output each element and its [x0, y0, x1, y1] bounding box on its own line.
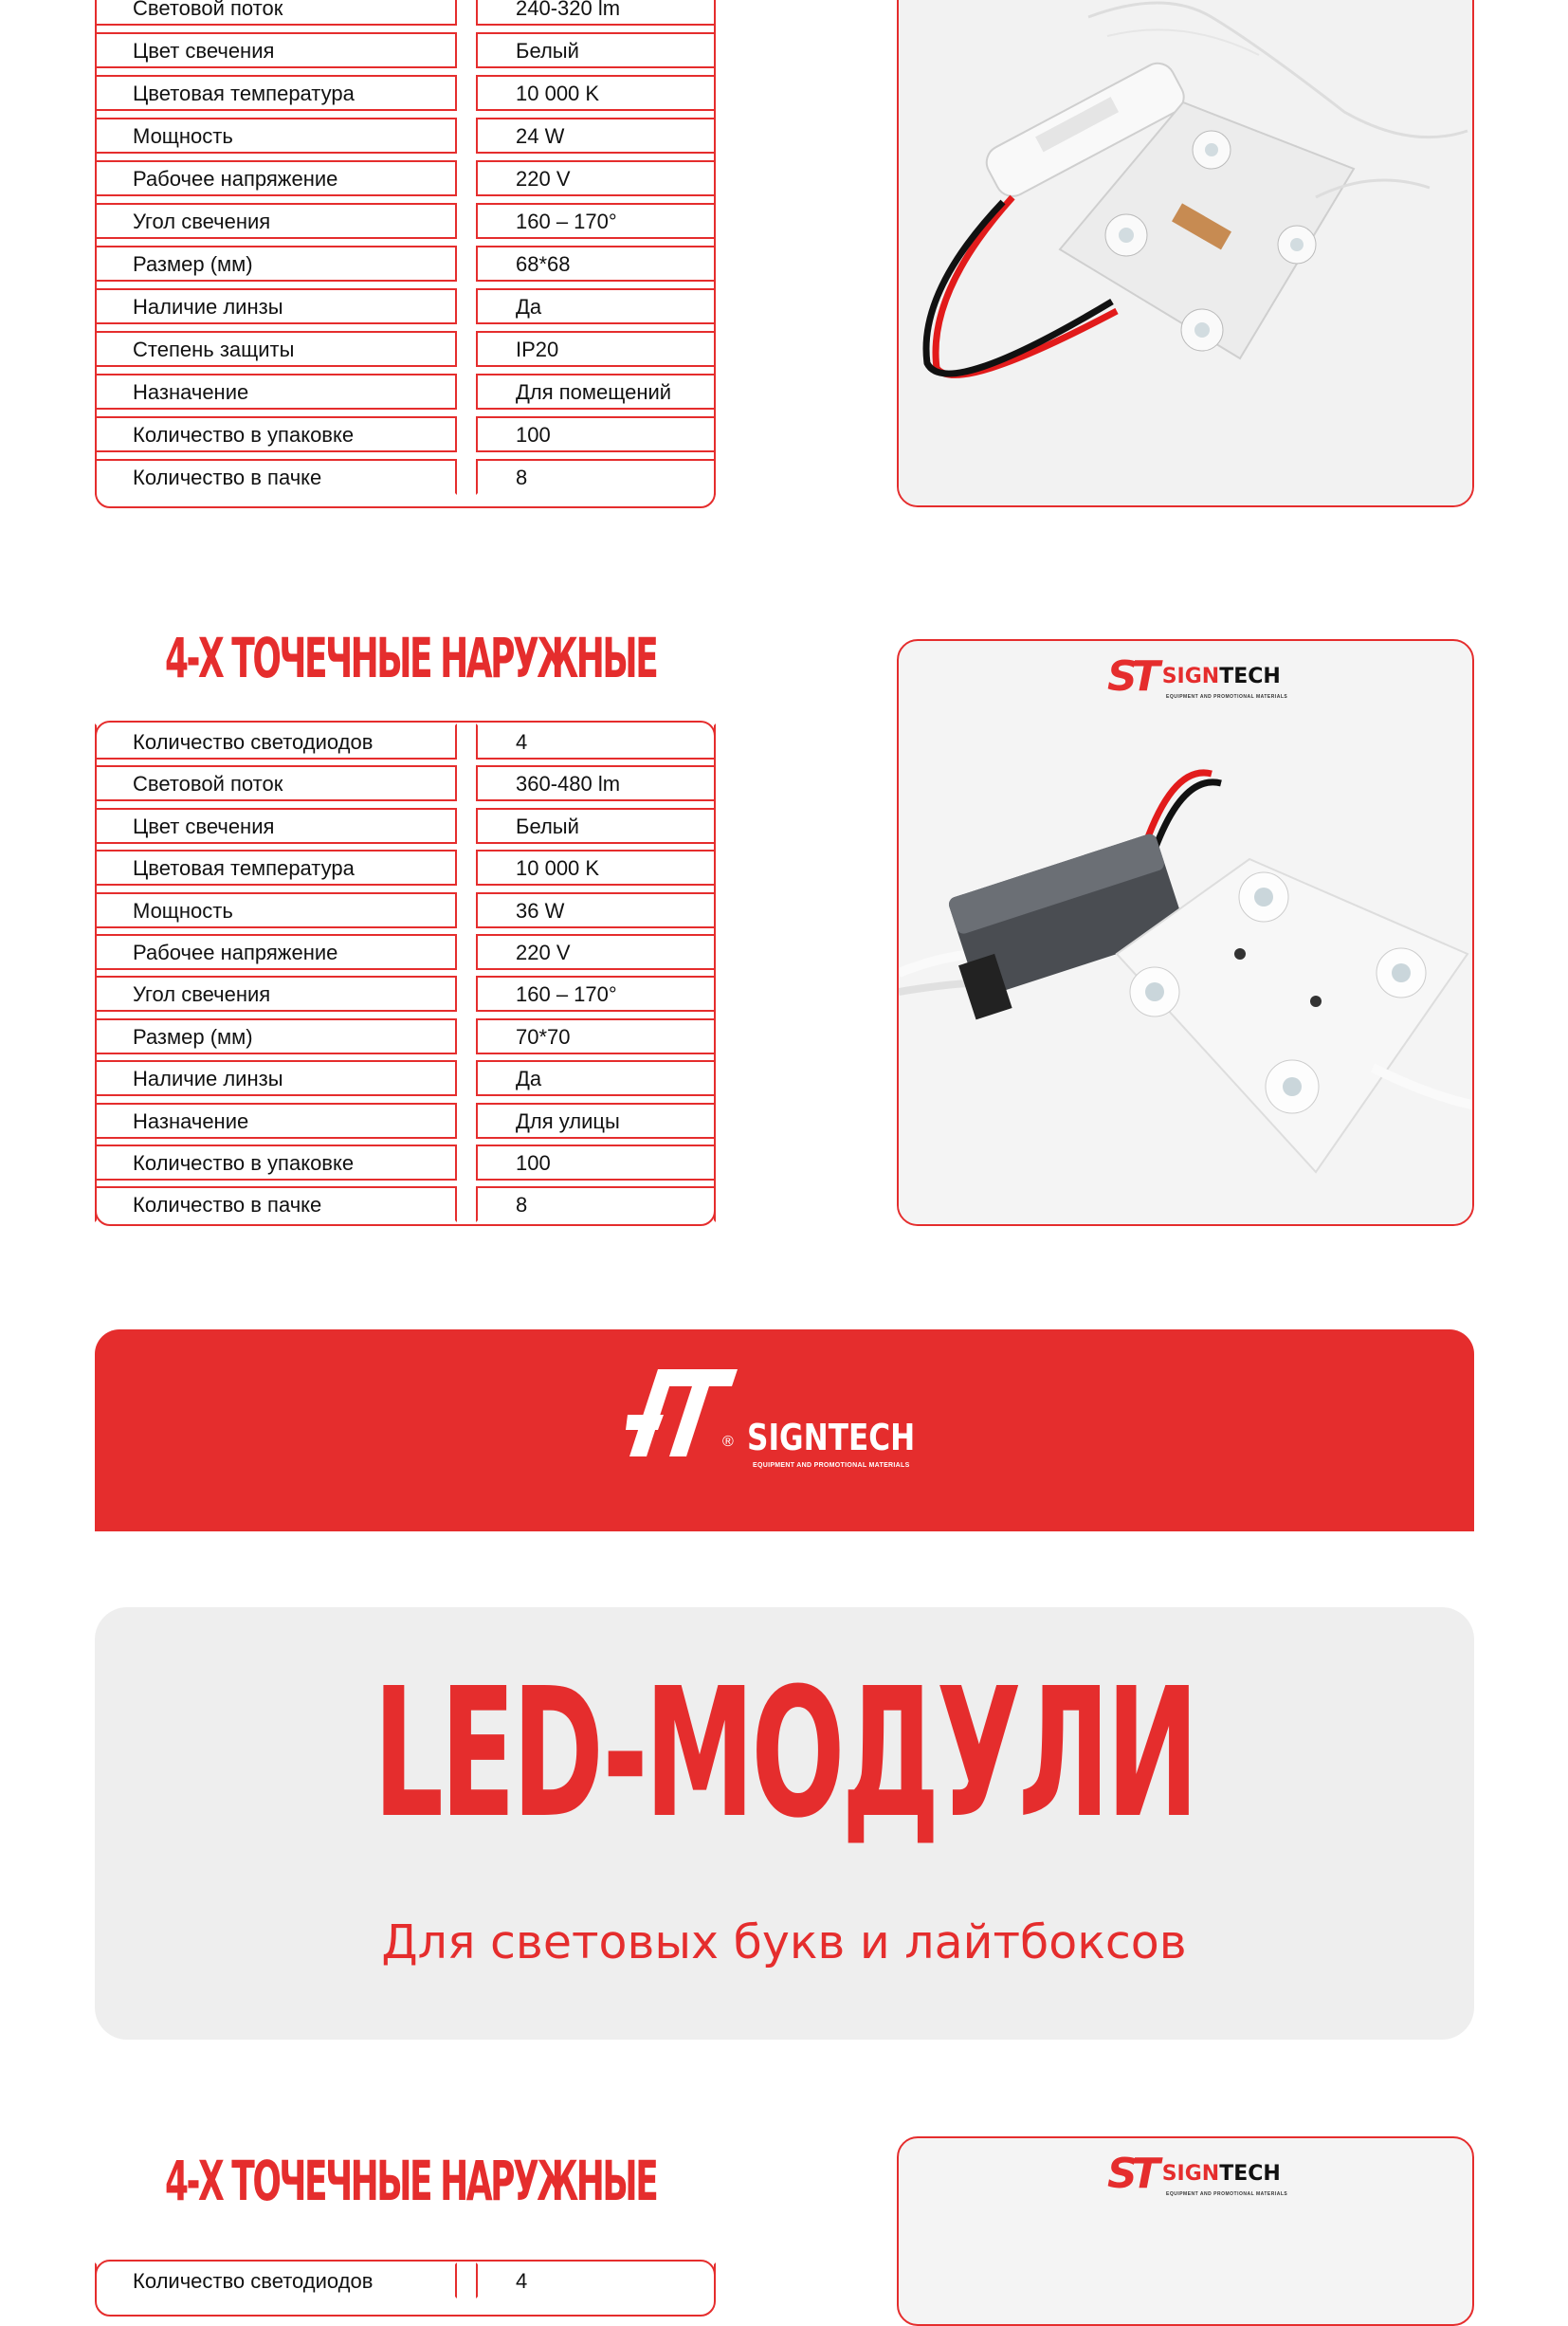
spec-label: Количество светодиодов	[95, 2262, 457, 2299]
spec-label: Назначение	[95, 1103, 457, 1139]
spec-label: Количество в пачке	[95, 1186, 457, 1222]
spec-label: Угол свечения	[95, 203, 457, 239]
power-supply-photo	[899, 641, 1474, 1226]
spec-row	[95, 243, 716, 285]
spec-row	[95, 805, 716, 848]
spec-label: Наличие линзы	[95, 288, 457, 324]
spec-label: Мощность	[95, 892, 457, 928]
spec-row	[95, 721, 716, 763]
brand-wordmark: SIGNTECH	[1161, 2162, 1281, 2186]
spec-label: Цвет свечения	[95, 32, 457, 68]
banner-tagline: EQUIPMENT AND PROMOTIONAL MATERIALS	[753, 1462, 910, 1469]
led-module-photo	[899, 0, 1474, 507]
spec-label: Назначение	[95, 374, 457, 410]
spec-value: 70*70	[476, 1018, 716, 1054]
signtech-logo-mark: ST	[1107, 2150, 1155, 2198]
spec-label: Угол свечения	[95, 976, 457, 1012]
spec-label: Количество в упаковке	[95, 1145, 457, 1181]
spec-label: Мощность	[95, 118, 457, 154]
spec-label: Наличие линзы	[95, 1060, 457, 1096]
spec-value: Да	[476, 1060, 716, 1096]
spec-value: Белый	[476, 32, 716, 68]
brand-tagline: EQUIPMENT AND PROMOTIONAL MATERIALS	[1166, 694, 1288, 700]
spec-value: 8	[476, 1186, 716, 1222]
spec-value: 24 W	[476, 118, 716, 154]
brand-wordmark: SIGNTECH	[1161, 665, 1281, 688]
spec-row	[95, 762, 716, 805]
spec-label: Количество в пачке	[95, 459, 457, 495]
brand-banner	[95, 1329, 1474, 1531]
spec-row	[95, 115, 716, 157]
spec-label: Рабочее напряжение	[95, 160, 457, 196]
spec-label: Световой поток	[95, 0, 457, 26]
spec-row	[95, 0, 716, 29]
spec-row	[95, 1183, 716, 1226]
banner-wordmark: SIGNTECH	[747, 1417, 916, 1458]
product-photo-indoor-module	[897, 0, 1474, 507]
spec-value: 10 000 K	[476, 75, 716, 111]
spec-row	[95, 1142, 716, 1184]
product-photo-outdoor-module	[897, 639, 1474, 1226]
spec-value: 100	[476, 1145, 716, 1181]
spec-value: 240-320 lm	[476, 0, 716, 26]
spec-value: 68*68	[476, 246, 716, 282]
spec-label: Световой поток	[95, 765, 457, 801]
spec-value: 8	[476, 459, 716, 495]
spec-table-top	[95, 0, 716, 508]
spec-label: Цветовая температура	[95, 75, 457, 111]
signtech-logo-mark: ST	[1107, 652, 1155, 701]
spec-label: Цветовая температура	[95, 850, 457, 886]
spec-label: Количество светодиодов	[95, 723, 457, 760]
spec-row	[95, 72, 716, 115]
spec-label: Размер (мм)	[95, 246, 457, 282]
spec-row	[95, 328, 716, 371]
spec-value: 220 V	[476, 160, 716, 196]
banner-registered-mark: ®	[722, 1434, 734, 1450]
spec-value: 36 W	[476, 892, 716, 928]
spec-value: 100	[476, 416, 716, 452]
spec-row	[95, 847, 716, 889]
spec-row	[95, 413, 716, 456]
spec-row	[95, 456, 716, 499]
spec-value: Да	[476, 288, 716, 324]
spec-table-outdoor	[95, 721, 716, 1226]
spec-row	[95, 931, 716, 974]
hero-subtitle: Для световых букв и лайтбоксов	[381, 1915, 1187, 1969]
spec-value: IP20	[476, 331, 716, 367]
spec-row	[95, 973, 716, 1016]
spec-label: Количество в упаковке	[95, 416, 457, 452]
spec-value: Для помещений	[476, 374, 716, 410]
spec-table-outdoor-2	[95, 2260, 716, 2317]
spec-row	[95, 157, 716, 200]
spec-row	[95, 200, 716, 243]
spec-label: Степень защиты	[95, 331, 457, 367]
spec-label: Размер (мм)	[95, 1018, 457, 1054]
product-photo-outdoor-module-2	[897, 2136, 1474, 2326]
spec-row	[95, 2260, 716, 2302]
spec-row	[95, 285, 716, 328]
spec-row	[95, 1057, 716, 1100]
spec-value: 4	[476, 2262, 716, 2299]
spec-label: Рабочее напряжение	[95, 934, 457, 970]
spec-value: Для улицы	[476, 1103, 716, 1139]
spec-value: 4	[476, 723, 716, 760]
spec-row	[95, 1100, 716, 1143]
spec-row	[95, 889, 716, 932]
section-title-outdoor: 4-Х ТОЧЕЧНЫЕ НАРУЖНЫЕ	[165, 626, 657, 690]
spec-row	[95, 1016, 716, 1058]
brand-logo	[1107, 2150, 1288, 2198]
spec-label: Цвет свечения	[95, 808, 457, 844]
spec-value: 160 – 170°	[476, 203, 716, 239]
spec-row	[95, 371, 716, 413]
spec-row	[95, 29, 716, 72]
spec-value: 160 – 170°	[476, 976, 716, 1012]
hero-title: LED-МОДУЛИ	[373, 1650, 1195, 1858]
spec-value: 10 000 K	[476, 850, 716, 886]
brand-tagline: EQUIPMENT AND PROMOTIONAL MATERIALS	[1166, 2191, 1288, 2197]
spec-value: 220 V	[476, 934, 716, 970]
spec-value: Белый	[476, 808, 716, 844]
section-title-outdoor-2: 4-Х ТОЧЕЧНЫЕ НАРУЖНЫЕ	[165, 2149, 657, 2213]
banner-logo	[626, 1367, 967, 1491]
spec-value: 360-480 lm	[476, 765, 716, 801]
